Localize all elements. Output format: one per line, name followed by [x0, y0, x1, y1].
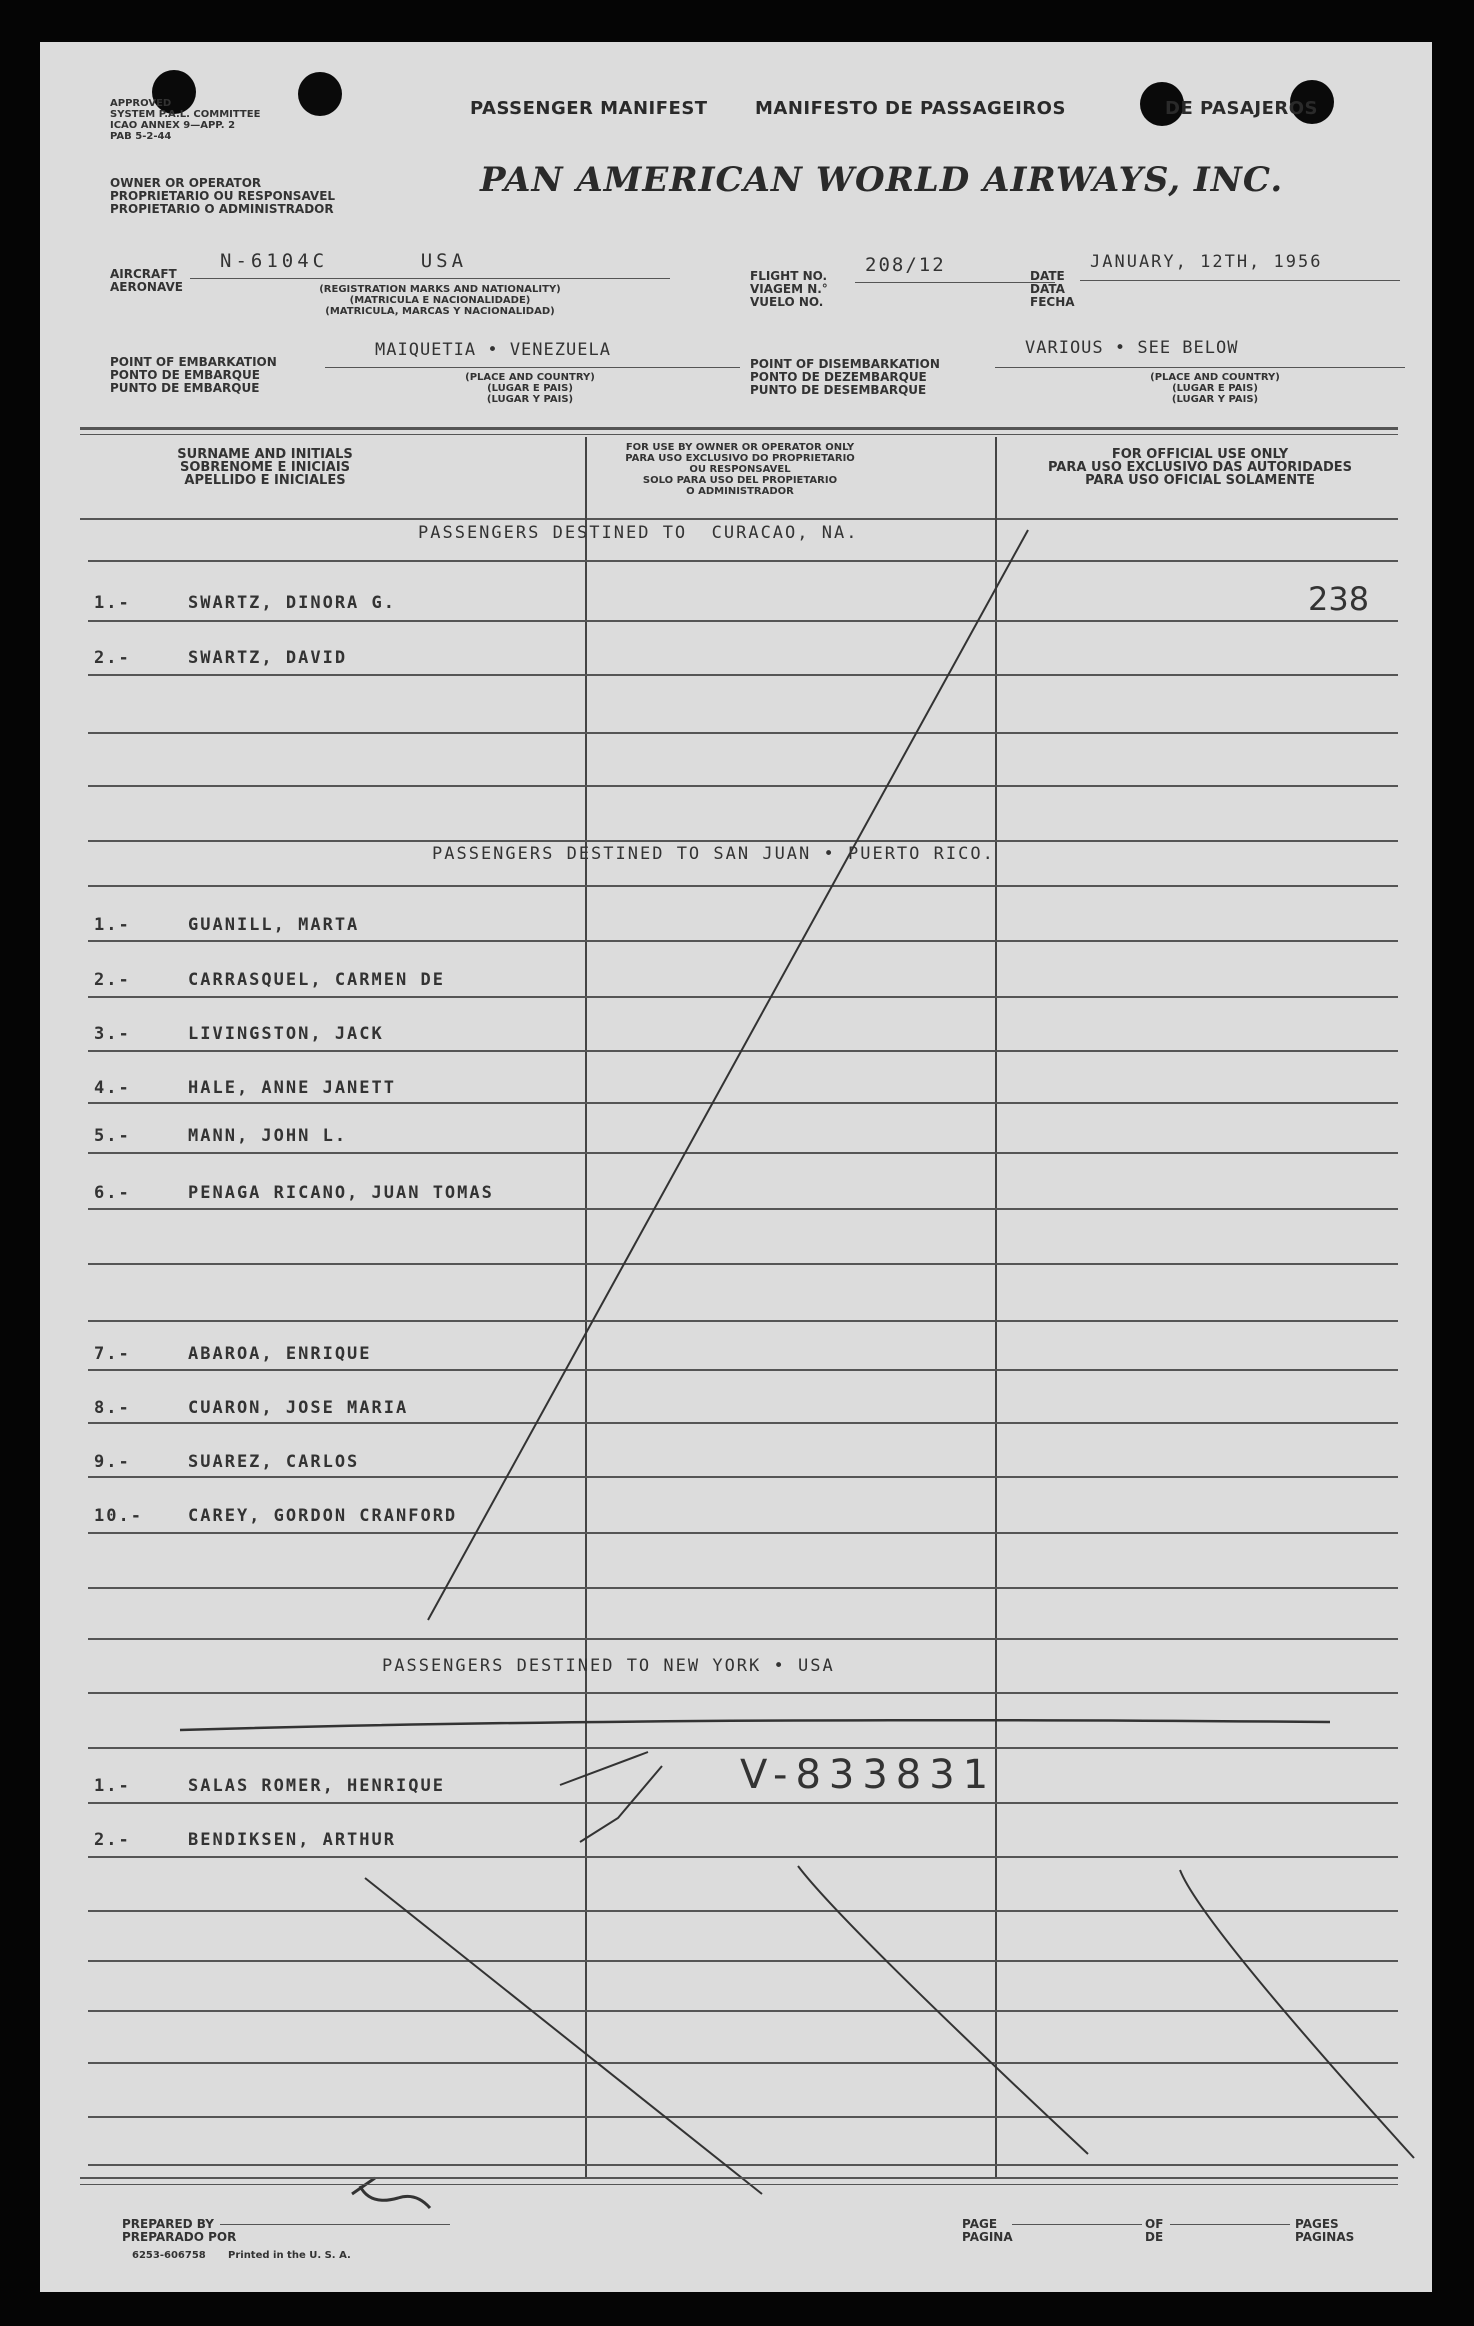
- passenger-name: SUAREZ, CARLOS: [188, 1452, 360, 1472]
- owner-label: PROPIETARIO O ADMINISTRADOR: [110, 202, 334, 216]
- passenger-number: 2.-: [94, 648, 131, 668]
- pages-label: PAGES: [1295, 2217, 1339, 2231]
- prepared-underline: [220, 2224, 450, 2225]
- page-label: PAGINA: [962, 2230, 1013, 2244]
- pages-label: PAGINAS: [1295, 2230, 1355, 2244]
- airline-name: PAN AMERICAN WORLD AIRWAYS, INC.: [480, 160, 1284, 200]
- handwritten-code: V-833831: [740, 1752, 997, 1798]
- column-header-line: SOLO PARA USO DEL PROPIETARIO: [642, 475, 838, 486]
- disembark-label: PONTO DE DEZEMBARQUE: [750, 370, 927, 384]
- column-header-line: O ADMINISTRADOR: [686, 486, 794, 497]
- passenger-number: 7.-: [94, 1344, 131, 1364]
- passenger-name: SWARTZ, DINORA G.: [188, 593, 396, 613]
- place-label: (LUGAR E PAIS): [487, 383, 573, 394]
- page-labels: [962, 2218, 1013, 2244]
- date-label: DATA: [1030, 282, 1065, 296]
- of-labels: [1145, 2218, 1163, 2244]
- place-label: (LUGAR Y PAIS): [1171, 394, 1259, 405]
- passenger-name: CARRASQUEL, CARMEN DE: [188, 970, 445, 990]
- official-number: 238: [1308, 580, 1370, 618]
- flight-label: VIAGEM N.°: [750, 282, 828, 296]
- passenger-name: CAREY, GORDON CRANFORD: [188, 1506, 458, 1526]
- approval-line: PAB 5-2-44: [110, 131, 172, 142]
- date-label: DATE: [1030, 269, 1065, 283]
- passenger-name: ABAROA, ENRIQUE: [188, 1344, 372, 1364]
- approval-line: ICAO ANNEX 9—APP. 2: [110, 120, 236, 131]
- passenger-number: 8.-: [94, 1398, 131, 1418]
- passenger-number: 6.-: [94, 1183, 131, 1203]
- registration-label: (REGISTRATION MARKS AND NATIONALITY): [319, 284, 561, 295]
- column-header-line: SURNAME AND INITIALS: [177, 447, 353, 462]
- flight-label: VUELO NO.: [750, 295, 824, 309]
- pages-labels: [1295, 2218, 1354, 2244]
- check-mark: [560, 1752, 662, 1842]
- passenger-name: HALE, ANNE JANETT: [188, 1078, 396, 1098]
- prepared-label: PREPARED BY: [122, 2217, 214, 2231]
- embark-label: POINT OF EMBARKATION: [110, 355, 277, 369]
- printed-in: Printed in the U. S. A.: [228, 2250, 351, 2261]
- title-portuguese: MANIFESTO DE PASSAGEIROS: [755, 98, 1066, 119]
- place-label: (PLACE AND COUNTRY): [465, 372, 595, 383]
- embark-value: MAIQUETIA • VENEZUELA: [375, 340, 611, 360]
- passenger-name: BENDIKSEN, ARTHUR: [188, 1830, 396, 1850]
- disembark-value: VARIOUS • SEE BELOW: [1025, 338, 1239, 358]
- column-header-line: SOBRENOME E INICIAIS: [179, 460, 351, 475]
- handwritten-strokes: [40, 42, 1432, 2292]
- flight-label: FLIGHT NO.: [750, 269, 828, 283]
- disembark-label: POINT OF DISEMBARKATION: [750, 357, 940, 371]
- form-number: 6253-606758: [132, 2250, 206, 2261]
- place-label: (LUGAR Y PAIS): [486, 394, 574, 405]
- embark-label: PONTO DE EMBARQUE: [110, 368, 260, 382]
- flight-value: 208/12: [865, 254, 946, 276]
- passenger-number: 1.-: [94, 915, 131, 935]
- page-underline: [1012, 2224, 1142, 2225]
- aircraft-label-pt: AERONAVE: [110, 280, 183, 294]
- owner-label: OWNER OR OPERATOR: [110, 176, 262, 190]
- prepared-label: PREPARADO POR: [122, 2230, 237, 2244]
- of-label: OF: [1145, 2217, 1164, 2231]
- column-header-line: FOR USE BY OWNER OR OPERATOR ONLY: [625, 442, 855, 453]
- page-label: PAGE: [962, 2217, 998, 2231]
- approval-line: SYSTEM P.A.L. COMMITTEE: [110, 109, 261, 120]
- column-header-line: APELLIDO E INICIALES: [184, 473, 346, 488]
- passenger-number: 2.-: [94, 970, 131, 990]
- column-header-line: OU RESPONSAVEL: [689, 464, 791, 475]
- column-header-line: PARA USO EXCLUSIVO DO PROPRIETARIO: [625, 453, 855, 464]
- passenger-number: 2.-: [94, 1830, 131, 1850]
- table-bottom-rule: [80, 2184, 1398, 2185]
- title-spanish: DE PASAJEROS: [1165, 98, 1318, 119]
- column-header-line: PARA USO EXCLUSIVO DAS AUTORIDADES: [1047, 460, 1353, 475]
- cancel-stroke: [428, 530, 1028, 1620]
- passenger-number: 10.-: [94, 1506, 143, 1526]
- section-heading-san-juan: PASSENGERS DESTINED TO SAN JUAN • PUERTO RICO.: [432, 844, 995, 864]
- passenger-name: LIVINGSTON, JACK: [188, 1024, 384, 1044]
- passenger-name: GUANILL, MARTA: [188, 915, 360, 935]
- passenger-number: 1.-: [94, 1776, 131, 1796]
- prepared-labels: [122, 2218, 236, 2244]
- embark-label: PUNTO DE EMBARQUE: [110, 381, 260, 395]
- aircraft-label-en: AIRCRAFT: [110, 267, 177, 281]
- of-label: DE: [1145, 2230, 1164, 2244]
- place-label: (LUGAR E PAIS): [1172, 383, 1258, 394]
- strike-stroke: [1180, 1870, 1414, 2158]
- passenger-number: 9.-: [94, 1452, 131, 1472]
- date-label: FECHA: [1030, 295, 1075, 309]
- registration-label: (MATRICULA, MARCAS Y NACIONALIDAD): [325, 306, 555, 317]
- disembark-label: PUNTO DE DESEMBARQUE: [750, 383, 927, 397]
- strike-stroke: [365, 1878, 762, 2194]
- passenger-name: SALAS ROMER, HENRIQUE: [188, 1776, 445, 1796]
- column-header-line: PARA USO OFICIAL SOLAMENTE: [1085, 473, 1315, 488]
- title-english: PASSENGER MANIFEST: [470, 98, 708, 119]
- aircraft-value: N-6104C USA: [220, 250, 468, 272]
- registration-label: (MATRICULA E NACIONALIDADE): [349, 295, 531, 306]
- passenger-number: 1.-: [94, 593, 131, 613]
- passenger-name: SWARTZ, DAVID: [188, 648, 348, 668]
- initials-mark: [352, 2178, 430, 2208]
- passenger-number: 5.-: [94, 1126, 131, 1146]
- column-header-line: FOR OFFICIAL USE ONLY: [1111, 447, 1289, 462]
- passenger-name: CUARON, JOSE MARIA: [188, 1398, 409, 1418]
- passenger-number: 4.-: [94, 1078, 131, 1098]
- manifest-page: [40, 42, 1432, 2292]
- passenger-name: PENAGA RICANO, JUAN TOMAS: [188, 1183, 494, 1203]
- of-underline: [1170, 2224, 1290, 2225]
- approval-line: APPROVED: [110, 98, 172, 109]
- underline-stroke: [180, 1720, 1330, 1730]
- date-value: JANUARY, 12TH, 1956: [1090, 252, 1323, 272]
- section-heading-new-york: PASSENGERS DESTINED TO NEW YORK • USA: [382, 1656, 835, 1676]
- passenger-number: 3.-: [94, 1024, 131, 1044]
- section-heading-curacao: PASSENGERS DESTINED TO CURACAO, NA.: [418, 523, 859, 543]
- owner-label: PROPRIETARIO OU RESPONSAVEL: [110, 189, 336, 203]
- strike-stroke: [798, 1866, 1088, 2154]
- place-label: (PLACE AND COUNTRY): [1150, 372, 1280, 383]
- table-bottom-rule: [80, 2177, 1398, 2179]
- passenger-name: MANN, JOHN L.: [188, 1126, 348, 1146]
